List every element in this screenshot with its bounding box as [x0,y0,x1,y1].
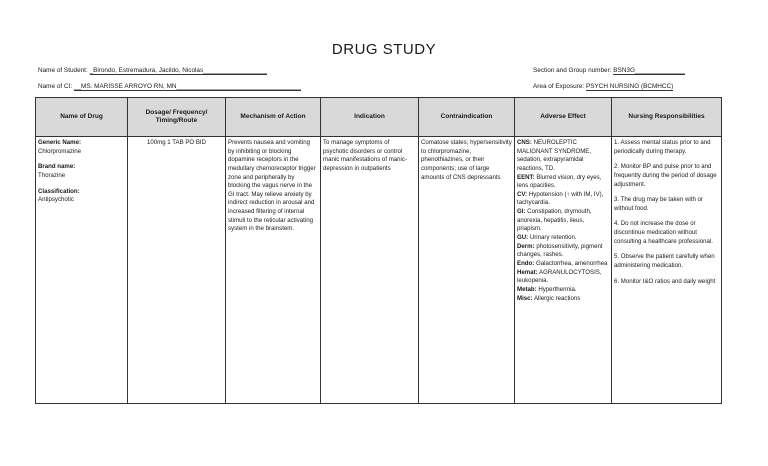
contraindication-cell: Comatose states; hypersensitivity to chlorpromazine, phenothiazines, or their components; use of large amounts of CNS depressants [419,137,515,404]
adverse-cell [515,137,612,404]
dosage-cell: 100mg 1 TAB PO BID [128,137,226,404]
header-nursing: Nursing Responsibilities [612,98,722,137]
nursing-item: 2. Monitor BP and pulse prior to and frequently during the period of dosage adjustment. [614,163,717,188]
adverse-item: Derm: photosensitivity, pigment changes, rashes. [517,242,603,259]
student-name-field [38,67,267,75]
brand-label: Brand name: [38,163,76,171]
header-row [36,98,722,137]
nursing-item: 3. The drug may be taken with or without food. [614,196,703,212]
student-value: _Birondo, Estremadura, Jacildo, Nicolas__________________ [89,67,268,74]
section-label: Section and Group number: [533,67,612,74]
header-mechanism: Mechanism of Action [226,98,321,137]
classification-label: Classification: [38,187,80,195]
nursing-item: 1. Assess mental status prior to and periodically during therapy. [614,139,711,155]
mechanism-cell: Prevents nausea and vomiting by inhibiting or blocking dopamine receptors in the medullary chemoreceptor trigger zone and peripherally by blocking the vagus nerve in the GI tract. May relieve anxiety by indirect reduction in arousal and increased filtering of internal stimuli to the reticular activating system in the brainstem. [226,137,321,404]
adverse-item: CV: Hypotension (↑ with IM, IV), tachycardia. [517,190,604,207]
adverse-item: GI: Constipation, drymouth, anorexia, hepatitis, ileus, priapism. [517,208,592,233]
adverse-item: Endo: Galactorrhea, amenorrhea [517,259,608,267]
ci-value: __MS. MARISSE ARROYO RN, MN___________________________________ [73,83,301,90]
adverse-item: GU: Urinary retention. [517,234,577,242]
section-field [533,67,685,75]
brand-name: Thorazine [38,171,66,179]
area-field [533,83,673,91]
area-value: PSYCH NURSING (BCMHCC) [585,83,674,90]
nursing-cell [612,137,722,404]
table-row [36,137,722,404]
indication-cell: To manage symptoms of psychotic disorders or control manic manifestations of manic-depression in outpatients [321,137,419,404]
classification: Antipsychotic [38,196,74,204]
generic-name: Chlorpromazine [38,147,82,155]
nursing-item: 5. Observe the patient carefully when administering medication. [614,253,715,270]
adverse-item: CNS: NEUROLEPTIC MALIGNANT SYNDROME, sedation, extrapyramidal reactions, TD. [517,139,592,172]
drug-study-table [35,97,722,404]
adverse-item: EENT: Blurred vision, dry eyes, lens opacities. [517,173,602,190]
header-adverse: Adverse Effect [515,98,612,137]
ci-name-field [38,83,301,91]
adverse-item: Metab: Hyperthermia. [517,285,577,293]
area-label: Area of Exposure: [533,83,585,90]
header-dosage: Dosage/ Frequency/ Timing/Route [128,98,226,137]
header-contraindication: Contraindication [419,98,515,137]
nursing-item: 4. Do not increase the dose or discontinue medication without consulting a healthcare professional. [614,220,713,245]
header-drug: Name of Drug [36,98,128,137]
drug-cell [36,137,128,404]
header-indication: Indication [321,98,419,137]
section-value: BSN3G______________ [613,67,685,74]
page-title: DRUG STUDY [331,41,437,58]
ci-label: Name of CI: [38,83,73,90]
student-label: Name of Student: [38,67,88,74]
generic-label: Generic Name: [38,139,82,146]
adverse-item: Hemat: AGRANULOCYTOSIS, leukopenia. [517,268,602,285]
nursing-item: 6. Monitor I&O ratios and daily weight [614,277,716,285]
adverse-item: Misc: Allergic reactions [517,294,581,302]
